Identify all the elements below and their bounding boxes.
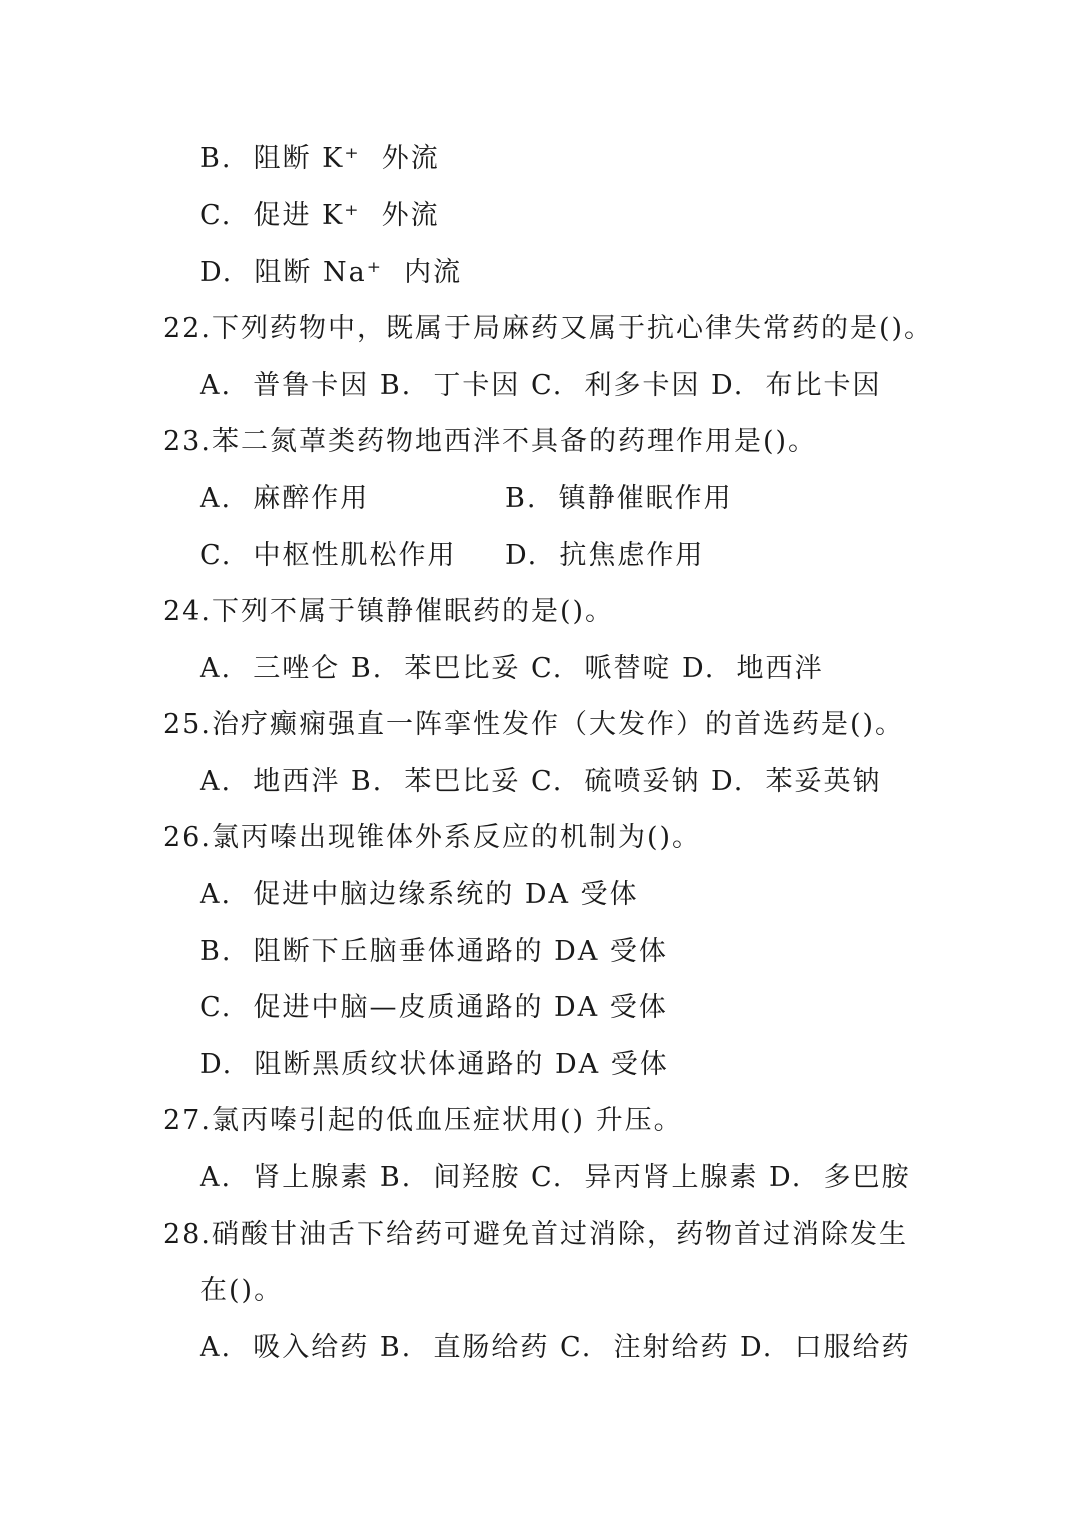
option-23-d: D. 抗焦虑作用	[505, 540, 705, 571]
option-23-b: B. 镇静催眠作用	[505, 483, 733, 514]
options-25: A. 地西泮 B. 苯巴比妥 C. 硫喷妥钠 D. 苯妥英钠	[200, 766, 882, 797]
question-24: 24.下列不属于镇静催眠药的是()。	[163, 596, 615, 627]
options-24: A. 三唑仑 B. 苯巴比妥 C. 哌替啶 D. 地西泮	[200, 653, 824, 684]
options-28: A. 吸入给药 B. 直肠给药 C. 注射给药 D. 口服给药	[200, 1332, 911, 1363]
option-21-d: D. 阻断 Na⁺ 内流	[200, 257, 463, 288]
option-26-a: A. 促进中脑边缘系统的 DA 受体	[200, 879, 639, 910]
options-22: A. 普鲁卡因 B. 丁卡因 C. 利多卡因 D. 布比卡因	[200, 370, 882, 401]
option-26-b: B. 阻断下丘脑垂体通路的 DA 受体	[200, 936, 668, 967]
question-28-continuation: 在()。	[200, 1275, 284, 1306]
question-26: 26.氯丙嗪出现锥体外系反应的机制为()。	[163, 822, 702, 853]
options-27: A. 肾上腺素 B. 间羟胺 C. 异丙肾上腺素 D. 多巴胺	[200, 1162, 911, 1193]
option-26-c: C. 促进中脑—皮质通路的 DA 受体	[200, 992, 668, 1023]
option-23-a: A. 麻醉作用	[200, 483, 370, 514]
question-25: 25.治疗癫痫强直一阵挛性发作（大发作）的首选药是()。	[163, 709, 905, 740]
option-26-d: D. 阻断黑质纹状体通路的 DA 受体	[200, 1049, 669, 1080]
option-21-c: C. 促进 K⁺ 外流	[200, 200, 440, 231]
question-27: 27.氯丙嗪引起的低血压症状用() 升压。	[163, 1105, 683, 1136]
question-22: 22.下列药物中，既属于局麻药又属于抗心律失常药的是()。	[163, 313, 934, 344]
question-28: 28.硝酸甘油舌下给药可避免首过消除，药物首过消除发生	[163, 1219, 908, 1250]
option-23-c: C. 中枢性肌松作用	[200, 540, 457, 571]
question-23: 23.苯二氮䓬类药物地西泮不具备的药理作用是()。	[163, 426, 818, 457]
option-21-b: B. 阻断 K⁺ 外流	[200, 143, 440, 174]
